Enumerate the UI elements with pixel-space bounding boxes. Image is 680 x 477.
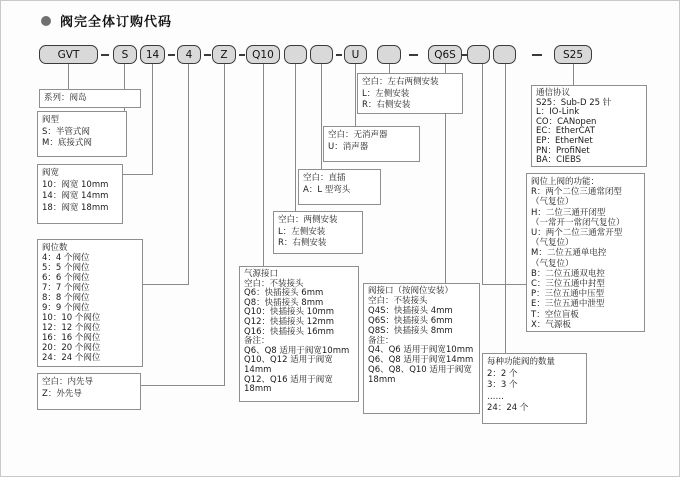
box-line: R：右侧安装	[278, 238, 327, 248]
box-line: Q6：快插接头 6mm	[244, 288, 324, 299]
code-box-protocol: S25	[554, 45, 592, 64]
connector-line	[143, 284, 189, 285]
box-line: R：右侧安装	[362, 100, 411, 110]
connector-line	[573, 64, 574, 85]
box-line: 备注：	[368, 335, 394, 346]
box-line: Q6S：快插接头 6mm	[368, 315, 453, 326]
code-box-valve-width: 14	[140, 45, 165, 64]
label-box-valve-width	[37, 164, 123, 224]
dash-separator	[168, 54, 175, 56]
box-line: （一常开一常闭气复位）	[531, 217, 625, 228]
box-line: 阀型	[42, 115, 60, 125]
box-line: Q12：快插接头 12mm	[244, 316, 335, 327]
box-line: （气复位）	[531, 258, 574, 269]
dash-separator	[532, 54, 542, 56]
box-line: 24：24 个	[487, 403, 529, 413]
connector-line	[295, 64, 296, 211]
box-line: EP：EtherNet	[536, 135, 593, 146]
label-box-protocol	[531, 85, 647, 167]
box-line: 2：2 个	[487, 368, 518, 379]
box-line: Z：外先导	[42, 388, 82, 399]
box-line: B：二位五通双电控	[531, 268, 605, 279]
box-line: E：三位五通中泄型	[531, 299, 605, 310]
code-box-blank-quantity	[493, 45, 516, 64]
box-line: 空白：不装接头	[368, 295, 428, 306]
box-line: 气源接口	[244, 269, 279, 279]
label-box-air-supply	[239, 266, 359, 402]
connector-line	[389, 64, 390, 73]
label-box-functions	[526, 173, 645, 332]
box-line: U：消声器	[328, 141, 369, 152]
box-line: L：左侧安装	[278, 226, 326, 237]
code-box-series: GVT	[39, 45, 98, 64]
label-box-valve-positions	[37, 239, 143, 367]
page-title-row	[41, 11, 172, 30]
code-box-pilot: Z	[212, 45, 236, 64]
box-line: EC：EtherCAT	[536, 126, 595, 137]
box-line: 空白：不装接头	[244, 278, 304, 289]
box-line: 每种功能阀的数量	[487, 357, 556, 367]
box-line: 空白：两侧安装	[278, 215, 338, 225]
box-line: 14：阀宽 14mm	[42, 191, 109, 201]
box-line: P：三位五通中压型	[531, 289, 605, 300]
box-line: U：两个二位三通常开型	[531, 228, 623, 239]
box-line: 12：12 个阀位	[42, 323, 101, 333]
box-line: S25：Sub-D 25 针	[536, 97, 612, 108]
code-box-blank-mount-side	[377, 45, 401, 64]
box-line: CO：CANopen	[536, 116, 597, 127]
connector-line	[482, 64, 483, 285]
box-line: Q12、Q16 适用于阀宽18mm	[244, 374, 333, 395]
box-line: （气复位）	[531, 197, 574, 208]
bullet-icon	[41, 16, 51, 26]
box-line: 20：20 个阀位	[42, 343, 101, 353]
box-line: L：IO-Link	[536, 107, 580, 118]
connector-line	[355, 64, 356, 126]
connector-line	[141, 385, 225, 386]
box-line: 通信协议	[536, 88, 571, 98]
box-line: 阀位数	[42, 243, 68, 253]
box-line: Q16：快插接头 16mm	[244, 326, 335, 337]
box-line: R：两个二位三通常闭型	[531, 187, 622, 198]
connector-line	[505, 64, 506, 353]
code-box-valve-port: Q6S	[428, 45, 462, 64]
connector-line	[68, 64, 69, 89]
page-title: 阀完全体订购代码	[60, 15, 173, 30]
box-line: 空白：直插	[303, 173, 346, 183]
box-line: X：气源板	[531, 319, 571, 330]
connector-line	[263, 64, 264, 266]
code-box-blank-functions	[467, 45, 490, 64]
box-line: Q6、Q8 适用于阀宽14mm	[368, 355, 474, 366]
box-line: 空白：无消声器	[328, 130, 388, 140]
box-line: 16：16 个阀位	[42, 333, 101, 343]
connector-line	[321, 64, 322, 169]
code-box-muffler: U	[344, 45, 367, 64]
box-line: 9：9 个阀位	[42, 303, 90, 313]
connector-line	[123, 174, 153, 175]
label-box-pilot	[37, 373, 141, 410]
box-line: 3：3 个	[487, 380, 518, 390]
dash-separator	[239, 54, 245, 56]
box-line: M：二位五通单电控	[531, 248, 607, 259]
box-line: Q10、Q12 适用于阀宽14mm	[244, 355, 333, 375]
box-line: H：二位三通开闭型	[531, 207, 606, 218]
label-box-supply-side	[273, 211, 363, 254]
dash-separator	[409, 54, 418, 56]
box-line: 空白：左右两侧安装	[362, 77, 439, 87]
box-line: Q6、Q8 适用于阀宽10mm	[244, 345, 350, 356]
box-line: 7：7 个阀位	[42, 283, 90, 293]
box-line: BA：CIEBS	[536, 155, 582, 166]
box-line: Q10：快插接头 10mm	[244, 307, 335, 318]
box-line: C：三位五通中封型	[531, 279, 605, 290]
box-line: L：左侧安装	[362, 88, 410, 99]
code-box-blank-supply-side	[284, 45, 307, 64]
box-line: M：底接式阀	[42, 138, 92, 148]
label-box-mount-side	[357, 73, 463, 114]
box-line: A：L 型弯头	[303, 184, 351, 195]
box-line: Q6、Q8、Q10 适用于阀宽18mm	[368, 365, 472, 386]
box-line: 10：10 个阀位	[42, 313, 101, 323]
label-box-valve-port	[363, 283, 480, 414]
connector-line	[152, 64, 153, 175]
dash-separator	[204, 54, 211, 56]
code-box-valve-positions: 4	[177, 45, 201, 64]
box-line: 6：6 个阀位	[42, 273, 90, 283]
box-line: 24：24 个阀位	[42, 353, 101, 363]
box-line: S：半管式阀	[42, 126, 90, 137]
box-line: T：空位盲板	[531, 309, 579, 320]
box-line: 18：阀宽 18mm	[42, 202, 109, 213]
label-box-valve-type	[37, 111, 127, 157]
box-line: Q8：快插接头 8mm	[244, 297, 324, 308]
box-line: 空白：内先导	[42, 377, 94, 387]
box-line: 阀接口（按阀位安装）	[368, 286, 454, 296]
box-line: 8：8 个阀位	[42, 293, 90, 303]
label-box-quantity	[482, 353, 587, 424]
code-box-air-supply: Q10	[246, 45, 280, 64]
box-line: PN：ProfiNet	[536, 145, 590, 156]
box-line: 5：5 个阀位	[42, 263, 90, 273]
box-line: 阀位上阀的功能：	[531, 177, 600, 187]
box-line: Q8S：快插接头 8mm	[368, 325, 453, 336]
connector-line	[224, 64, 225, 386]
box-line: Q4S：快插接头 4mm	[368, 305, 453, 316]
dash-separator	[336, 54, 342, 56]
box-line: 阀宽	[42, 168, 60, 178]
label-box-exhaust-type	[298, 169, 381, 205]
dash-separator	[101, 54, 109, 56]
code-box-blank-exhaust-type	[310, 45, 333, 64]
label-box-series	[39, 89, 141, 108]
box-line: Q4、Q6 适用于阀宽10mm	[368, 345, 474, 356]
connector-line	[482, 284, 526, 285]
box-line: 4：4 个阀位	[42, 253, 90, 263]
box-line: 备注：	[244, 336, 270, 347]
box-line: （气复位）	[531, 238, 574, 249]
connector-line	[188, 64, 189, 285]
code-box-valve-type: S	[113, 45, 137, 64]
box-line: ……	[487, 391, 504, 402]
box-line: 10：阀宽 10mm	[42, 179, 109, 190]
label-box-muffler	[323, 126, 420, 162]
box-line: 系列：阀岛	[44, 93, 87, 103]
